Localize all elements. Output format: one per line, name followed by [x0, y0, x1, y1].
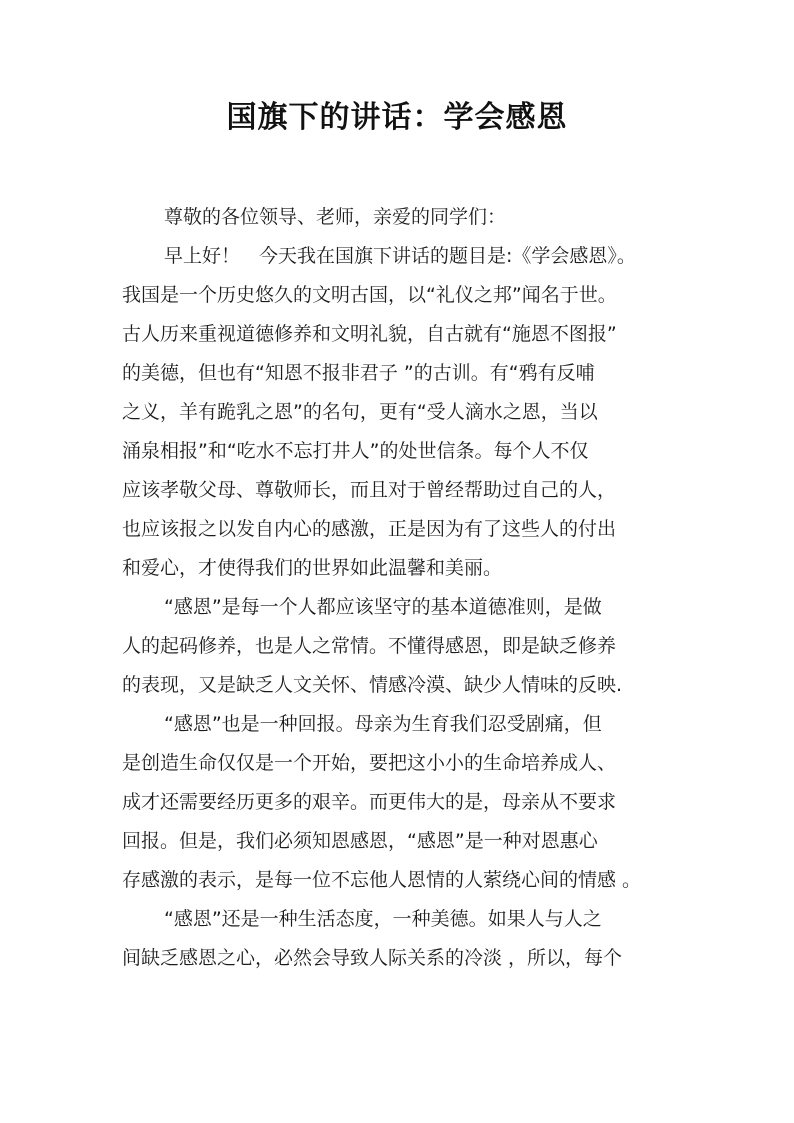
body-text-line: 存感激的表示，是每一位不忘他人恩情的人萦绕心间的情感 。 — [122, 869, 642, 891]
body-text-line: 回报。但是，我们必须知恩感恩，“感恩”是一种对恩惠心 — [122, 830, 598, 852]
body-text-line: 是创造生命仅仅是一个开始，要把这小小的生命培养成人、 — [122, 752, 617, 774]
body-text-line: 间缺乏感恩之心，必然会导致人际关系的冷淡 ，所以，每个 — [122, 947, 623, 969]
body-text-line: 的表现，又是缺乏人文关怀、情感冷漠、缺少人情味的反映. — [122, 674, 623, 696]
body-text-line: 也应该报之以发自内心的感激，正是因为有了这些人的付出 — [122, 518, 617, 540]
body-text-line: 我国是一个历史悠久的文明古国，以“礼仪之邦”闻名于世。 — [122, 284, 617, 306]
body-text-line: 尊敬的各位领导、老师，亲爱的同学们： — [164, 206, 507, 228]
body-text-line: 之义，羊有跪乳之恩”的名句，更有“受人滴水之恩，当以 — [122, 401, 598, 423]
body-text-line: 涌泉相报”和“吃水不忘打井人”的处世信条。每个人不仅 — [122, 440, 589, 462]
body-text-line: 古人历来重视道德修养和文明礼貌，自古就有“施恩不图报” — [122, 323, 617, 345]
document-body — [122, 198, 712, 978]
body-text-line: 成才还需要经历更多的艰辛。而更伟大的是，母亲从不要求 — [122, 791, 617, 813]
document-title: 国旗下的讲话：学会感恩 — [226, 100, 568, 135]
body-text-line: “感恩”是每一个人都应该坚守的基本道德准则，是做 — [164, 596, 602, 618]
body-text-line: “感恩”也是一种回报。母亲为生育我们忍受剧痛，但 — [164, 713, 602, 735]
body-text-line: 应该孝敬父母、尊敬师长，而且对于曾经帮助过自己的人， — [122, 479, 617, 501]
body-text-line: 早上好！ 今天我在国旗下讲话的题目是:《学会感恩》。 — [164, 245, 636, 267]
body-text-line: 的美德，但也有“知恩不报非君子 ”的古训。有“鸦有反哺 — [122, 362, 595, 384]
body-text-line: 人的起码修养，也是人之常情。不懂得感恩，即是缺乏修养 — [122, 635, 617, 657]
body-text-line: 和爱心，才使得我们的世界如此温馨和美丽。 — [122, 557, 503, 579]
body-text-line: “感恩”还是一种生活态度，一种美德。如果人与人之 — [164, 908, 602, 930]
